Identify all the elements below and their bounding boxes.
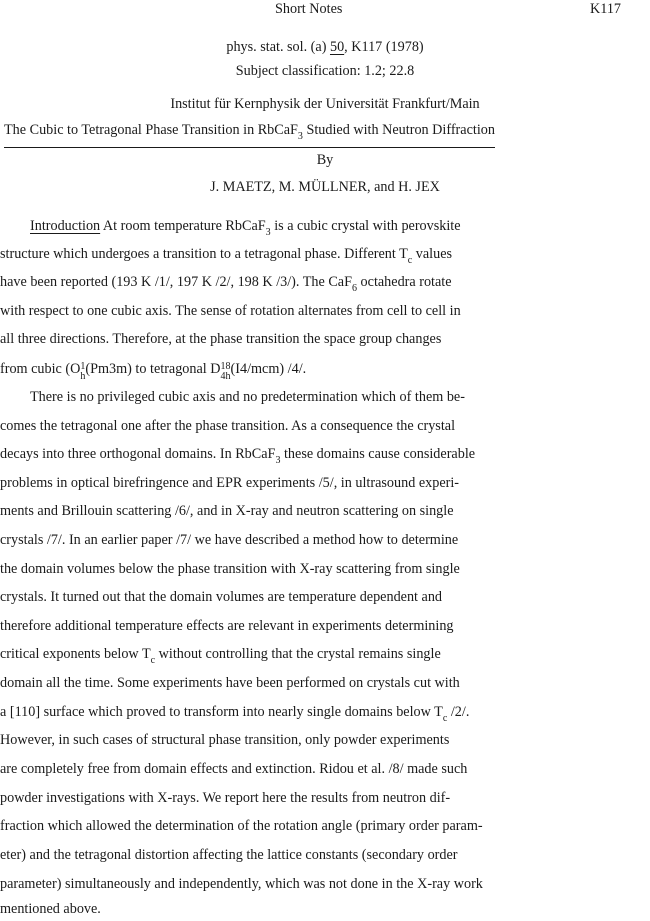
citation-line	[0, 38, 650, 56]
para2-line-16: fraction which allowed the determination of the rotation angle (primary order param-	[0, 818, 483, 834]
para2-line-6: crystals /7/. In an earlier paper /7/ we have described a method how to determine	[0, 532, 459, 548]
paper-title: The Cubic to Tetragonal Phase Transition in RbCaF$_3$ Studied with Neutron Diffraction	[4, 121, 495, 148]
para2-line-2: comes the tetragonal one after the phase transition. As a consequence the crystal	[0, 418, 456, 434]
para2-line-18: parameter) simultaneously and independently, which was not done in the X-ray work	[0, 876, 483, 892]
para2-line-4: problems in optical birefringence and EPR experiments /5/, in ultrasound experi-	[0, 475, 460, 491]
running-header-section: Short Notes	[275, 1, 343, 17]
para2-line-1: There is no privileged cubic axis and no predetermination which of them be-	[30, 389, 465, 405]
intro-line-6: from cubic (O 1 h (Pm3m) to tetragonal D 18 4h (I4/mcm) /4/.	[0, 361, 307, 382]
by-label: By	[316, 152, 334, 168]
intro-line-5: all three directions. Therefore, at the phase transition the space group changes	[0, 331, 442, 347]
para2-line-11: domain all the time. Some experiments have been performed on crystals cut with	[0, 675, 460, 691]
para2-line-3: decays into three orthogonal domains. In RbCaF$_3$ these domains cause considerable	[0, 446, 476, 466]
volume-number: 50	[329, 39, 345, 55]
intro-line-1: Introduction At room temperature RbCaF$_3$ is a cubic crystal with perovskite	[30, 218, 461, 238]
intro-line-2: structure which undergoes a transition to a tetragonal phase. Different $T_c$ values	[0, 246, 453, 266]
journal-name: phys. stat. sol. (a)	[226, 39, 327, 55]
pages-year: , K117 (1978)	[344, 39, 424, 55]
para2-line-15: powder investigations with X-rays. We report here the results from neutron dif-	[0, 790, 451, 806]
para2-line-5: ments and Brillouin scattering /6/, and in X-ray and neutron scattering on single	[0, 503, 454, 519]
authors: J. MAETZ, M. MÜLLNER, and H. JEX	[210, 179, 440, 195]
para2-line-7: the domain volumes below the phase transition with X-ray scattering from single	[0, 561, 460, 577]
para2-line-13: However, in such cases of structural phase transition, only powder experiments	[0, 732, 450, 748]
para2-line-8: crystals. It turned out that the domain volumes are temperature dependent and	[0, 589, 443, 605]
para2-line-9: therefore additional temperature effects are relevant in experiments determining	[0, 618, 454, 634]
section-heading: Introduction	[30, 218, 101, 234]
para2-line-17: eter) and the tetragonal distortion affecting the lattice constants (secondary order	[0, 847, 458, 863]
para2-line-10: critical exponents below $T_c$ without controlling that the crystal remains single	[0, 646, 441, 666]
subject-classification: Subject classification: 1.2; 22.8	[235, 63, 415, 79]
intro-line-4: with respect to one cubic axis. The sense of rotation alternates from cell to cell in	[0, 303, 461, 319]
running-header-page: K117	[590, 1, 622, 17]
para2-line-14: are completely free from domain effects and extinction. Ridou et al. /8/ made such	[0, 761, 468, 777]
para2-line-12: a [110] surface which proved to transform into nearly single domains below $T_c$ /2/.	[0, 704, 470, 724]
institute: Institut für Kernphysik der Universität Frankfurt/Main	[170, 96, 480, 112]
intro-line-3: have been reported (193 K /1/, 197 K /2/, 198 K /3/). The CaF$_6$ octahedra rotate	[0, 274, 452, 294]
para2-line-19: mentioned above.	[0, 901, 101, 917]
